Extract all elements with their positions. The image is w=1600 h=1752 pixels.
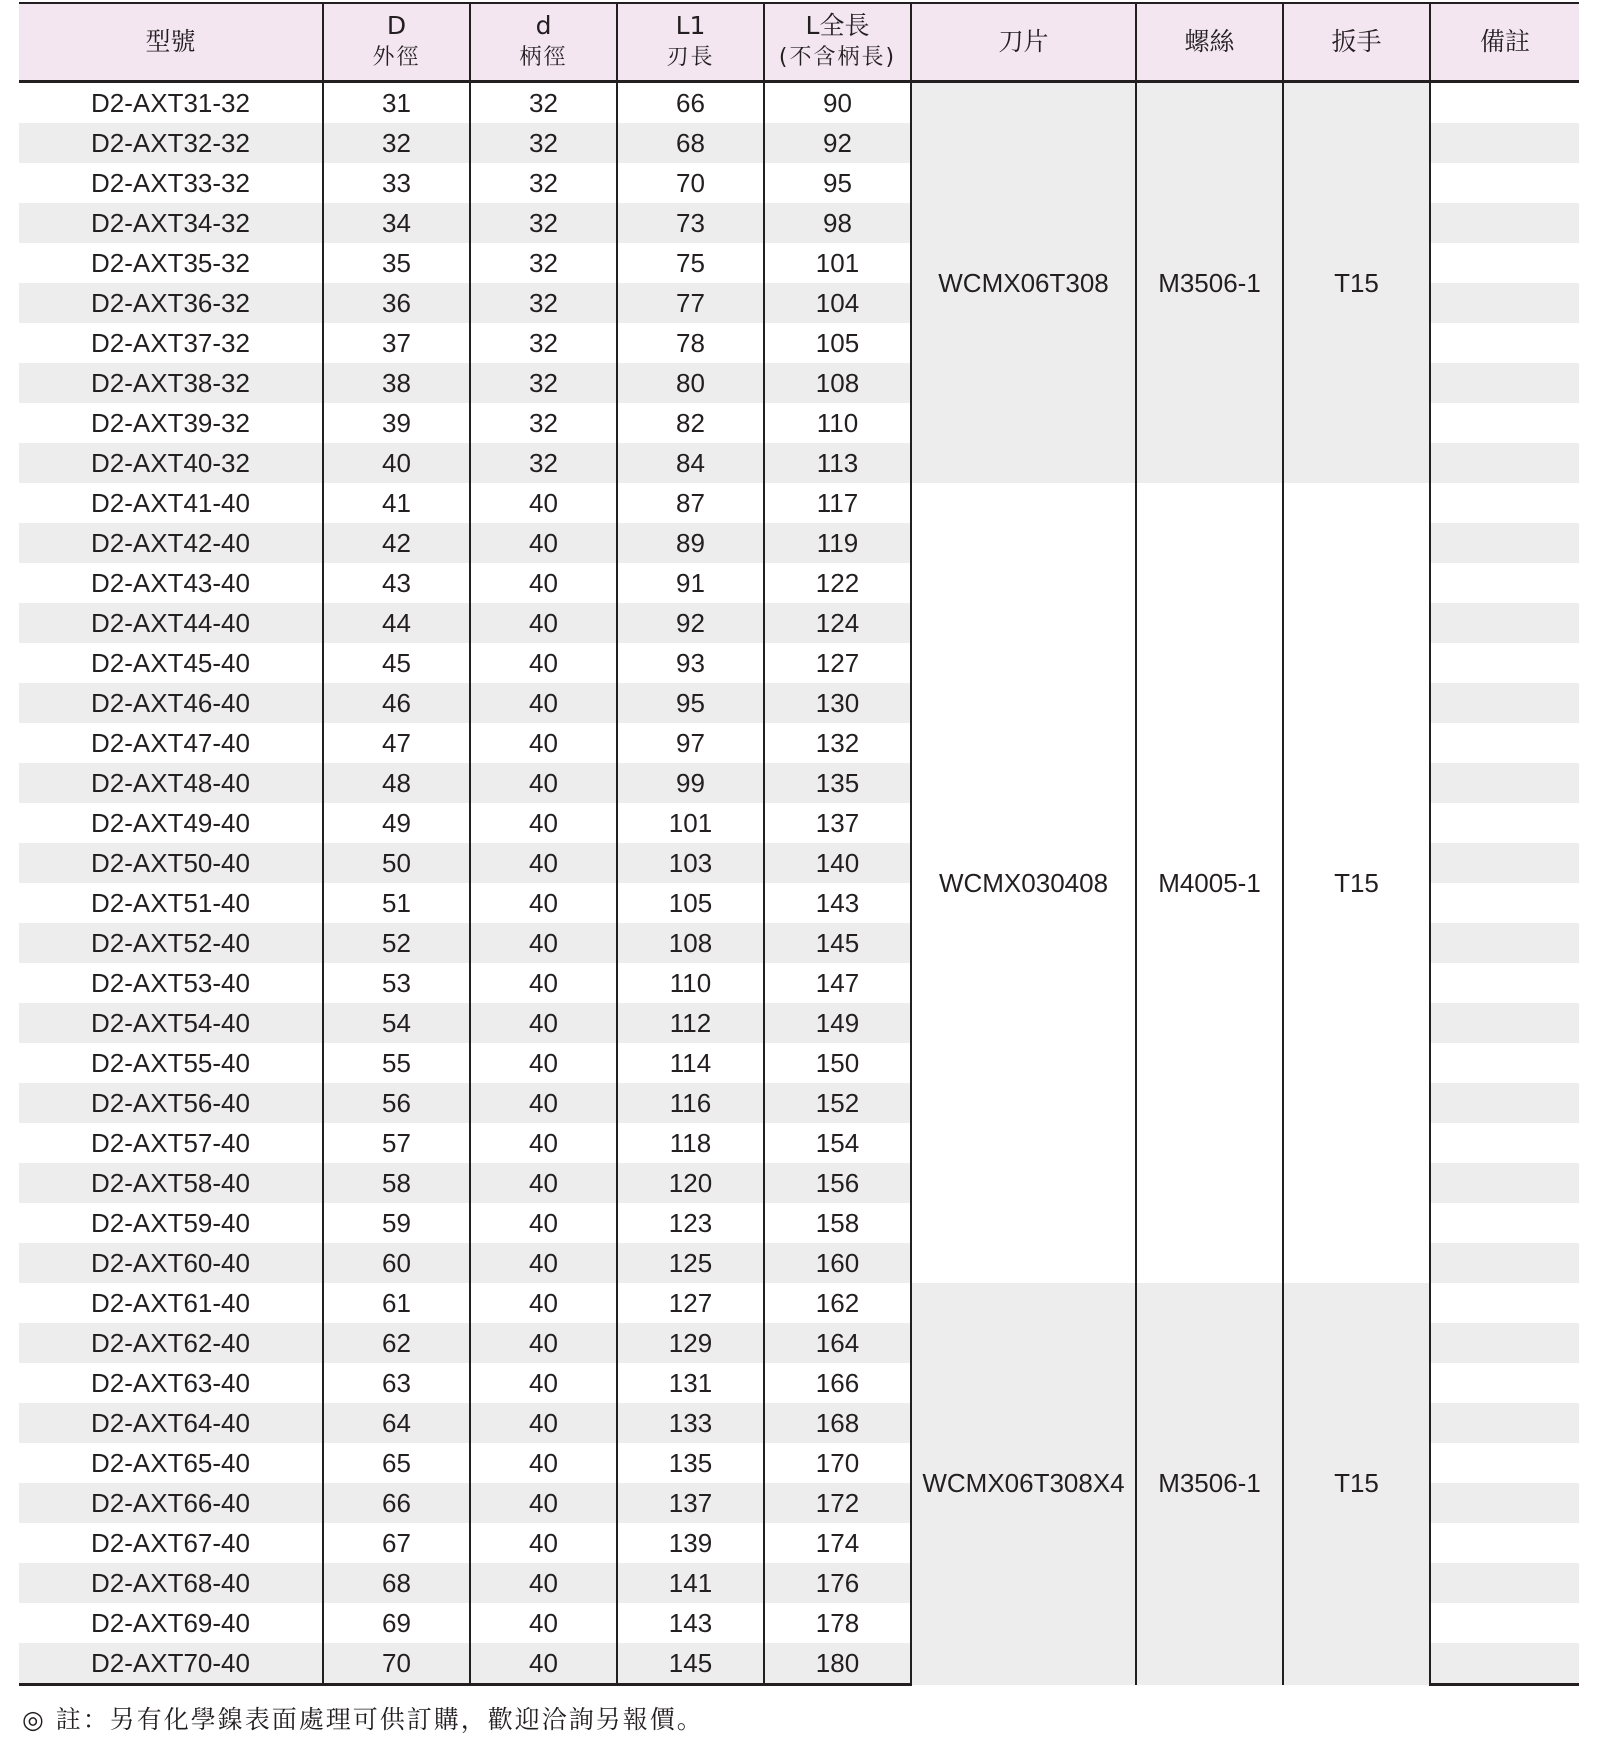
cell-outer-diameter: 49 — [323, 803, 470, 843]
cell-remark — [1430, 283, 1579, 323]
cell-cutting-length: 141 — [617, 1563, 764, 1603]
cell-shank-diameter: 32 — [470, 363, 617, 403]
cell-model: D2-AXT69-40 — [91, 1607, 250, 1638]
cell-wrench: T15 — [1283, 483, 1430, 1283]
cell-cutting-length: 145 — [617, 1643, 764, 1685]
cell-overall-length: 113 — [764, 443, 911, 483]
cell-overall-length: 145 — [764, 923, 911, 963]
cell-outer-diameter: 48 — [323, 763, 470, 803]
cell-overall-length: 130 — [764, 683, 911, 723]
cell-cutting-length: 133 — [617, 1403, 764, 1443]
cell-overall-length: 180 — [764, 1643, 911, 1685]
cell-remark — [1430, 723, 1579, 763]
cell-shank-diameter: 40 — [470, 1163, 617, 1203]
cell-shank-diameter: 40 — [470, 763, 617, 803]
cell-outer-diameter: 65 — [323, 1443, 470, 1483]
cell-outer-diameter: 57 — [323, 1123, 470, 1163]
cell-overall-length: 95 — [764, 163, 911, 203]
cell-remark — [1430, 603, 1579, 643]
cell-remark — [1430, 1043, 1579, 1083]
cell-shank-diameter: 40 — [470, 803, 617, 843]
cell-wrench: T15 — [1283, 1283, 1430, 1685]
cell-remark — [1430, 763, 1579, 803]
cell-model: D2-AXT54-40 — [19, 1003, 323, 1043]
cell-overall-length: 122 — [764, 563, 911, 603]
cell-model: D2-AXT41-40 — [91, 487, 250, 518]
cell-remark — [1430, 1203, 1579, 1243]
cell-cutting-length: 114 — [617, 1043, 764, 1083]
cell-remark — [1430, 843, 1579, 883]
cell-model: D2-AXT55-40 — [91, 1047, 250, 1078]
cell-cutting-length: 89 — [617, 523, 764, 563]
cell-cutting-length: 73 — [617, 203, 764, 243]
cell-model: D2-AXT63-40 — [91, 1367, 250, 1398]
cell-shank-diameter: 32 — [470, 203, 617, 243]
cell-overall-length: 147 — [764, 963, 911, 1003]
cell-remark — [1430, 1443, 1579, 1483]
cell-cutting-length: 135 — [617, 1443, 764, 1483]
cell-model: D2-AXT47-40 — [91, 727, 250, 758]
cell-outer-diameter: 55 — [323, 1043, 470, 1083]
cell-overall-length: 149 — [764, 1003, 911, 1043]
cell-overall-length: 168 — [764, 1403, 911, 1443]
cell-remark — [1430, 123, 1579, 163]
cell-remark — [1430, 483, 1579, 523]
cell-model: D2-AXT32-32 — [19, 123, 323, 163]
cell-cutting-length: 66 — [617, 82, 764, 124]
cell-model: D2-AXT56-40 — [19, 1083, 323, 1123]
cell-outer-diameter: 32 — [323, 123, 470, 163]
cell-shank-diameter: 32 — [470, 163, 617, 203]
cell-remark — [1430, 243, 1579, 283]
cell-model: D2-AXT66-40 — [19, 1483, 323, 1523]
cell-remark — [1430, 1083, 1579, 1123]
cell-shank-diameter: 40 — [470, 1403, 617, 1443]
cell-shank-diameter: 40 — [470, 1323, 617, 1363]
cell-outer-diameter: 41 — [323, 483, 470, 523]
cell-remark — [1430, 1643, 1579, 1685]
cell-shank-diameter: 40 — [470, 723, 617, 763]
cell-model: D2-AXT38-32 — [19, 363, 323, 403]
cell-overall-length: 166 — [764, 1363, 911, 1403]
cell-shank-diameter: 40 — [470, 1523, 617, 1563]
cell-overall-length: 108 — [764, 363, 911, 403]
cell-outer-diameter: 42 — [323, 523, 470, 563]
cell-overall-length: 117 — [764, 483, 911, 523]
cell-outer-diameter: 53 — [323, 963, 470, 1003]
cell-outer-diameter: 56 — [323, 1083, 470, 1123]
cell-wrench: T15 — [1283, 82, 1430, 484]
cell-outer-diameter: 37 — [323, 323, 470, 363]
cell-remark — [1430, 883, 1579, 923]
cell-outer-diameter: 59 — [323, 1203, 470, 1243]
cell-outer-diameter: 54 — [323, 1003, 470, 1043]
cell-remark — [1430, 1523, 1579, 1563]
cell-model: D2-AXT65-40 — [91, 1447, 250, 1478]
cell-overall-length: 156 — [764, 1163, 911, 1203]
header-model: 型號 — [19, 3, 323, 82]
cell-overall-length: 127 — [764, 643, 911, 683]
cell-model: D2-AXT62-40 — [19, 1323, 323, 1363]
cell-remark — [1430, 1163, 1579, 1203]
cell-outer-diameter: 45 — [323, 643, 470, 683]
cell-outer-diameter: 62 — [323, 1323, 470, 1363]
cell-cutting-length: 103 — [617, 843, 764, 883]
cell-overall-length: 154 — [764, 1123, 911, 1163]
cell-shank-diameter: 40 — [470, 1043, 617, 1083]
table-row — [19, 82, 1579, 124]
cell-remark — [1430, 1283, 1579, 1323]
cell-shank-diameter: 40 — [470, 563, 617, 603]
header-cutting-length — [617, 3, 764, 82]
cell-shank-diameter: 40 — [470, 1003, 617, 1043]
cell-cutting-length: 84 — [617, 443, 764, 483]
cell-outer-diameter: 39 — [323, 403, 470, 443]
cell-shank-diameter: 40 — [470, 683, 617, 723]
cell-screw: M3506-1 — [1136, 82, 1283, 484]
cell-overall-length: 119 — [764, 523, 911, 563]
cell-model: D2-AXT45-40 — [91, 647, 250, 678]
cell-remark — [1430, 403, 1579, 443]
cell-model: D2-AXT48-40 — [19, 763, 323, 803]
cell-model: D2-AXT49-40 — [91, 807, 250, 838]
cell-shank-diameter: 40 — [470, 1243, 617, 1283]
cell-overall-length: 124 — [764, 603, 911, 643]
cell-overall-length: 105 — [764, 323, 911, 363]
cell-outer-diameter: 66 — [323, 1483, 470, 1523]
cell-outer-diameter: 36 — [323, 283, 470, 323]
cell-shank-diameter: 32 — [470, 283, 617, 323]
cell-cutting-length: 80 — [617, 363, 764, 403]
header-shank-diameter-symbol: d — [535, 11, 552, 40]
cell-overall-length: 178 — [764, 1603, 911, 1643]
cell-outer-diameter: 63 — [323, 1363, 470, 1403]
cell-model: D2-AXT33-32 — [91, 167, 250, 198]
header-shank-diameter-label: 柄徑 — [519, 45, 568, 70]
cell-remark — [1430, 683, 1579, 723]
cell-overall-length: 164 — [764, 1323, 911, 1363]
cell-insert: WCMX06T308 — [911, 82, 1136, 484]
cell-model: D2-AXT37-32 — [91, 327, 250, 358]
cell-overall-length: 150 — [764, 1043, 911, 1083]
cell-cutting-length: 116 — [617, 1083, 764, 1123]
header-screw: 螺絲 — [1136, 3, 1283, 82]
cell-model: D2-AXT39-32 — [91, 407, 250, 438]
cell-shank-diameter: 40 — [470, 1643, 617, 1685]
cell-remark — [1430, 1243, 1579, 1283]
cell-model: D2-AXT58-40 — [19, 1163, 323, 1203]
cell-model: D2-AXT42-40 — [19, 523, 323, 563]
cell-remark — [1430, 1603, 1579, 1643]
cell-remark — [1430, 1403, 1579, 1443]
cell-outer-diameter: 47 — [323, 723, 470, 763]
cell-outer-diameter: 51 — [323, 883, 470, 923]
header-outer-diameter — [323, 3, 470, 82]
cell-model: D2-AXT51-40 — [91, 887, 250, 918]
cell-overall-length: 170 — [764, 1443, 911, 1483]
cell-outer-diameter: 61 — [323, 1283, 470, 1323]
cell-cutting-length: 123 — [617, 1203, 764, 1243]
cell-cutting-length: 99 — [617, 763, 764, 803]
cell-shank-diameter: 32 — [470, 323, 617, 363]
cell-outer-diameter: 69 — [323, 1603, 470, 1643]
cell-remark — [1430, 1003, 1579, 1043]
cell-cutting-length: 78 — [617, 323, 764, 363]
cell-shank-diameter: 40 — [470, 1483, 617, 1523]
cell-shank-diameter: 40 — [470, 1363, 617, 1403]
cell-overall-length: 132 — [764, 723, 911, 763]
cell-remark — [1430, 363, 1579, 403]
cell-model: D2-AXT40-32 — [19, 443, 323, 483]
cell-cutting-length: 120 — [617, 1163, 764, 1203]
cell-overall-length: 140 — [764, 843, 911, 883]
cell-remark — [1430, 963, 1579, 1003]
cell-outer-diameter: 68 — [323, 1563, 470, 1603]
cell-remark — [1430, 82, 1579, 124]
cell-model: D2-AXT46-40 — [19, 683, 323, 723]
header-row — [19, 3, 1579, 82]
cell-outer-diameter: 52 — [323, 923, 470, 963]
cell-overall-length: 92 — [764, 123, 911, 163]
cell-model: D2-AXT67-40 — [91, 1527, 250, 1558]
cell-overall-length: 160 — [764, 1243, 911, 1283]
cell-shank-diameter: 40 — [470, 843, 617, 883]
cell-model: D2-AXT60-40 — [19, 1243, 323, 1283]
table-row — [19, 483, 1579, 523]
cell-cutting-length: 91 — [617, 563, 764, 603]
cell-cutting-length: 93 — [617, 643, 764, 683]
cell-model: D2-AXT35-32 — [91, 247, 250, 278]
cell-outer-diameter: 44 — [323, 603, 470, 643]
cell-outer-diameter: 70 — [323, 1643, 470, 1685]
cell-model: D2-AXT53-40 — [91, 967, 250, 998]
cell-shank-diameter: 40 — [470, 1083, 617, 1123]
cell-outer-diameter: 35 — [323, 243, 470, 283]
cell-shank-diameter: 40 — [470, 1123, 617, 1163]
cell-overall-length: 104 — [764, 283, 911, 323]
cell-model: D2-AXT70-40 — [19, 1643, 323, 1685]
cell-remark — [1430, 1323, 1579, 1363]
cell-insert: WCMX06T308X4 — [911, 1283, 1136, 1685]
table-body — [19, 82, 1579, 1685]
cell-remark — [1430, 1483, 1579, 1523]
cell-cutting-length: 95 — [617, 683, 764, 723]
cell-remark — [1430, 323, 1579, 363]
cell-shank-diameter: 40 — [470, 603, 617, 643]
cell-screw: M4005-1 — [1136, 483, 1283, 1283]
cell-remark — [1430, 1123, 1579, 1163]
cell-cutting-length: 118 — [617, 1123, 764, 1163]
cell-overall-length: 174 — [764, 1523, 911, 1563]
cell-cutting-length: 70 — [617, 163, 764, 203]
header-overall-length-symbol: L全長 — [805, 11, 870, 40]
header-outer-diameter-label: 外徑 — [372, 45, 421, 70]
header-wrench: 扳手 — [1283, 3, 1430, 82]
cell-remark — [1430, 1363, 1579, 1403]
cell-cutting-length: 112 — [617, 1003, 764, 1043]
cell-model: D2-AXT52-40 — [19, 923, 323, 963]
cell-shank-diameter: 40 — [470, 1563, 617, 1603]
cell-model: D2-AXT31-32 — [91, 87, 250, 118]
cell-outer-diameter: 33 — [323, 163, 470, 203]
cell-model: D2-AXT36-32 — [19, 283, 323, 323]
cell-outer-diameter: 67 — [323, 1523, 470, 1563]
footnote: ◎ 註：另有化學鎳表面處理可供訂購，歡迎洽詢另報價。 — [22, 1705, 704, 1734]
cell-model: D2-AXT59-40 — [91, 1207, 250, 1238]
cell-screw: M3506-1 — [1136, 1283, 1283, 1685]
cell-outer-diameter: 50 — [323, 843, 470, 883]
cell-model: D2-AXT44-40 — [19, 603, 323, 643]
cell-overall-length: 135 — [764, 763, 911, 803]
cell-shank-diameter: 32 — [470, 443, 617, 483]
cell-shank-diameter: 40 — [470, 883, 617, 923]
cell-cutting-length: 129 — [617, 1323, 764, 1363]
cell-model: D2-AXT43-40 — [91, 567, 250, 598]
cell-shank-diameter: 40 — [470, 1443, 617, 1483]
cell-cutting-length: 87 — [617, 483, 764, 523]
cell-cutting-length: 68 — [617, 123, 764, 163]
cell-cutting-length: 131 — [617, 1363, 764, 1403]
cell-outer-diameter: 58 — [323, 1163, 470, 1203]
header-insert: 刀片 — [911, 3, 1136, 82]
cell-cutting-length: 82 — [617, 403, 764, 443]
cell-cutting-length: 139 — [617, 1523, 764, 1563]
header-cutting-length-label: 刃長 — [666, 45, 715, 70]
cell-cutting-length: 137 — [617, 1483, 764, 1523]
cell-cutting-length: 75 — [617, 243, 764, 283]
cell-outer-diameter: 64 — [323, 1403, 470, 1443]
cell-cutting-length: 143 — [617, 1603, 764, 1643]
cell-remark — [1430, 803, 1579, 843]
cell-outer-diameter: 60 — [323, 1243, 470, 1283]
cell-overall-length: 137 — [764, 803, 911, 843]
header-overall-length — [764, 3, 911, 82]
cell-overall-length: 101 — [764, 243, 911, 283]
cell-outer-diameter: 43 — [323, 563, 470, 603]
cell-shank-diameter: 32 — [470, 82, 617, 124]
cell-remark — [1430, 923, 1579, 963]
spec-table — [19, 2, 1579, 1686]
cell-model: D2-AXT50-40 — [19, 843, 323, 883]
header-outer-diameter-symbol: D — [386, 11, 407, 40]
cell-remark — [1430, 643, 1579, 683]
cell-overall-length: 158 — [764, 1203, 911, 1243]
cell-remark — [1430, 1563, 1579, 1603]
cell-overall-length: 90 — [764, 82, 911, 124]
cell-shank-diameter: 40 — [470, 963, 617, 1003]
cell-remark — [1430, 563, 1579, 603]
cell-model: D2-AXT61-40 — [91, 1287, 250, 1318]
cell-overall-length: 98 — [764, 203, 911, 243]
header-cutting-length-symbol: L1 — [675, 11, 706, 40]
cell-outer-diameter: 46 — [323, 683, 470, 723]
cell-outer-diameter: 34 — [323, 203, 470, 243]
cell-outer-diameter: 38 — [323, 363, 470, 403]
cell-cutting-length: 97 — [617, 723, 764, 763]
cell-overall-length: 143 — [764, 883, 911, 923]
cell-shank-diameter: 32 — [470, 243, 617, 283]
cell-shank-diameter: 40 — [470, 923, 617, 963]
cell-remark — [1430, 203, 1579, 243]
cell-shank-diameter: 32 — [470, 403, 617, 443]
header-remark: 備註 — [1430, 3, 1579, 82]
cell-overall-length: 162 — [764, 1283, 911, 1323]
cell-insert: WCMX030408 — [911, 483, 1136, 1283]
cell-cutting-length: 127 — [617, 1283, 764, 1323]
cell-overall-length: 172 — [764, 1483, 911, 1523]
table-row — [19, 1283, 1579, 1323]
cell-model: D2-AXT57-40 — [91, 1127, 250, 1158]
cell-shank-diameter: 40 — [470, 643, 617, 683]
cell-shank-diameter: 40 — [470, 1283, 617, 1323]
cell-overall-length: 110 — [764, 403, 911, 443]
cell-model: D2-AXT64-40 — [19, 1403, 323, 1443]
cell-model: D2-AXT34-32 — [19, 203, 323, 243]
cell-shank-diameter: 32 — [470, 123, 617, 163]
cell-cutting-length: 125 — [617, 1243, 764, 1283]
cell-remark — [1430, 443, 1579, 483]
cell-remark — [1430, 523, 1579, 563]
cell-remark — [1430, 163, 1579, 203]
header-shank-diameter — [470, 3, 617, 82]
cell-cutting-length: 110 — [617, 963, 764, 1003]
cell-overall-length: 176 — [764, 1563, 911, 1603]
cell-cutting-length: 77 — [617, 283, 764, 323]
cell-cutting-length: 108 — [617, 923, 764, 963]
cell-shank-diameter: 40 — [470, 1603, 617, 1643]
header-overall-length-label: (不含柄長) — [778, 45, 897, 70]
cell-shank-diameter: 40 — [470, 1203, 617, 1243]
cell-outer-diameter: 40 — [323, 443, 470, 483]
cell-overall-length: 152 — [764, 1083, 911, 1123]
cell-shank-diameter: 40 — [470, 483, 617, 523]
cell-model: D2-AXT68-40 — [19, 1563, 323, 1603]
cell-shank-diameter: 40 — [470, 523, 617, 563]
cell-cutting-length: 92 — [617, 603, 764, 643]
cell-cutting-length: 105 — [617, 883, 764, 923]
cell-cutting-length: 101 — [617, 803, 764, 843]
cell-outer-diameter: 31 — [323, 82, 470, 124]
